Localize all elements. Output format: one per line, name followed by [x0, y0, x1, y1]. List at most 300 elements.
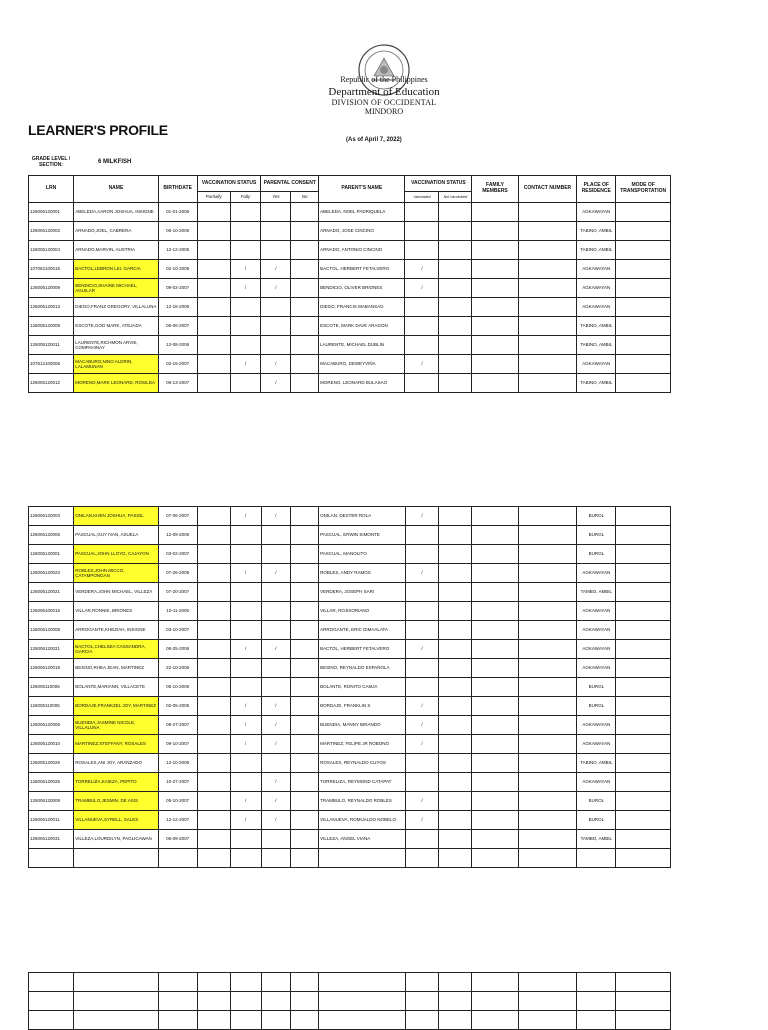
header-vaccination-status: VACCINATION STATUS [197, 176, 261, 192]
cell-lrn: 126006120006 [29, 526, 74, 545]
cell-transport [616, 222, 671, 241]
cell-parent: MORENO, LEONARD BULASAO [319, 374, 405, 393]
cell-lrn: 126006120010 [29, 735, 74, 754]
table-row [29, 773, 671, 792]
cell-parent: ARNADO, ANTONIO CINCINO [319, 241, 405, 260]
cell-fully: / [230, 355, 261, 374]
cell-family [472, 526, 518, 545]
cell-name: PASCUAL,JOHN LLOYD, CAJAYON [74, 545, 158, 564]
empty-row [29, 1011, 671, 1030]
cell-no [291, 678, 319, 697]
cell-contact [518, 716, 577, 735]
cell-birthdate: 07-06-2007 [158, 507, 197, 526]
cell-parent: BACTOL, HERBERT FETALVERO [319, 640, 405, 659]
republic-text: Republic of the Philippines [340, 75, 428, 84]
empty-cell [197, 992, 230, 1011]
cell-vaccinated [405, 849, 439, 868]
cell-birthdate: 06-13-2007 [158, 374, 197, 393]
cell-residence: TABINO, AMBIL [577, 317, 616, 336]
cell-residence: BUROL [577, 507, 616, 526]
cell-no [291, 222, 319, 241]
table-row [29, 374, 671, 393]
cell-fully [230, 849, 261, 868]
cell-birthdate: 05-10-2007 [158, 792, 197, 811]
cell-birthdate: 12-12-2005 [158, 241, 197, 260]
cell-birthdate: 02-15-2007 [158, 355, 197, 374]
cell-birthdate: 10-11-2006 [158, 602, 197, 621]
cell-contact [518, 621, 577, 640]
cell-yes [261, 298, 291, 317]
empty-cell [616, 973, 671, 992]
cell-name: ARNADO,JOEL, CABRERA [74, 222, 158, 241]
cell-contact [518, 355, 577, 374]
cell-name: VERDERA,JOHN MICHAEL, VILLEZA [74, 583, 158, 602]
cell-contact [518, 545, 577, 564]
cell-no [291, 317, 319, 336]
cell-not-vaccinated [439, 241, 472, 260]
cell-not-vaccinated [439, 507, 472, 526]
cell-fully [230, 336, 261, 355]
cell-yes: / [261, 716, 291, 735]
cell-partially [197, 545, 230, 564]
cell-family [472, 811, 518, 830]
cell-family [472, 659, 518, 678]
cell-partially [197, 564, 230, 583]
cell-fully [230, 773, 261, 792]
cell-vaccinated: / [405, 279, 439, 298]
table-row [29, 260, 671, 279]
cell-parent: BUENDIA, MANNY BIRANDO [319, 716, 405, 735]
cell-parent: BORDAJE, FRANKLIN S [319, 697, 405, 716]
empty-cell [230, 1011, 261, 1030]
cell-yes: / [261, 792, 291, 811]
learner-table-3 [28, 972, 671, 1030]
empty-cell [29, 992, 74, 1011]
cell-contact [518, 849, 577, 868]
cell-birthdate: 07-26-2005 [158, 564, 197, 583]
cell-partially [197, 507, 230, 526]
cell-partially [197, 773, 230, 792]
cell-birthdate: 03-02-2007 [158, 545, 197, 564]
cell-lrn: 126006120019 [29, 659, 74, 678]
cell-birthdate: 08-25-2006 [158, 640, 197, 659]
cell-contact [518, 659, 577, 678]
cell-family [472, 830, 518, 849]
cell-contact [518, 336, 577, 355]
cell-no [291, 298, 319, 317]
cell-no [291, 659, 319, 678]
cell-residence: TABINO, AMBIL [577, 754, 616, 773]
cell-yes: / [261, 564, 291, 583]
cell-no [291, 507, 319, 526]
cell-birthdate: 02-05-2005 [158, 697, 197, 716]
cell-not-vaccinated [439, 583, 472, 602]
cell-contact [518, 640, 577, 659]
empty-cell [518, 992, 577, 1011]
cell-partially [197, 621, 230, 640]
cell-transport [616, 583, 671, 602]
cell-yes: / [261, 735, 291, 754]
cell-lrn: 126006120006 [29, 716, 74, 735]
cell-yes: / [261, 260, 291, 279]
cell-lrn: 126006120002 [29, 222, 74, 241]
cell-fully: / [230, 279, 261, 298]
cell-yes [261, 336, 291, 355]
table-row [29, 792, 671, 811]
cell-birthdate: 09-10-2007 [158, 735, 197, 754]
cell-transport [616, 792, 671, 811]
cell-vaccinated: / [405, 716, 439, 735]
cell-family [472, 336, 518, 355]
empty-cell [405, 992, 439, 1011]
cell-parent: ABELEDA, NOEL PADRIQUELA [319, 203, 405, 222]
cell-lrn: 126006100016 [29, 602, 74, 621]
cell-birthdate: 10-27-2007 [158, 773, 197, 792]
cell-residence: AGKAWAYAN [577, 640, 616, 659]
cell-not-vaccinated [439, 678, 472, 697]
cell-parent: ROSALES, REYNALDO CUYOS [319, 754, 405, 773]
cell-residence: AGKAWAYAN [577, 735, 616, 754]
cell-lrn: 126005120012 [29, 374, 74, 393]
cell-name: ROSALES,ANI JOY, ARANZADO [74, 754, 158, 773]
cell-name: VILLEZA,LOURDILYN, PAGLICAWAN [74, 830, 158, 849]
cell-no [291, 355, 319, 374]
cell-family [472, 203, 518, 222]
cell-name: TORRELIZA,KAIEZA, PEPITO [74, 773, 158, 792]
cell-no [291, 849, 319, 868]
cell-lrn: 126005120011 [29, 336, 74, 355]
cell-contact [518, 678, 577, 697]
cell-no [291, 716, 319, 735]
cell-fully [230, 830, 261, 849]
cell-transport [616, 507, 671, 526]
header-place-of-residence: PLACE OF RESIDENCE [577, 176, 616, 203]
header-not-vaccinated: Not Vaccinated [439, 192, 472, 203]
cell-fully: / [230, 507, 261, 526]
empty-cell [472, 973, 518, 992]
cell-residence: AGKAWAYAN [577, 773, 616, 792]
cell-yes [261, 583, 291, 602]
cell-partially [197, 374, 230, 393]
cell-vaccinated: / [405, 792, 439, 811]
cell-residence: BUROL [577, 697, 616, 716]
cell-vaccinated [405, 374, 439, 393]
cell-not-vaccinated [439, 355, 472, 374]
cell-not-vaccinated [439, 564, 472, 583]
cell-partially [197, 222, 230, 241]
cell-name: BESINO,RHEA JEAN, MARTINEZ [74, 659, 158, 678]
cell-family [472, 678, 518, 697]
cell-name: DIEGO,FRANZ GREGORY, VILLALUNA [74, 298, 158, 317]
cell-vaccinated [405, 203, 439, 222]
cell-name: MACABURO,NINO ALDRIN, LALAMUNAN [74, 355, 158, 374]
cell-vaccinated [405, 526, 439, 545]
cell-name: ABELEDA,AARON JOSHUA, INSIGNE [74, 203, 158, 222]
cell-vaccinated [405, 773, 439, 792]
cell-yes: / [261, 640, 291, 659]
department-text: Department of Education [328, 86, 440, 98]
cell-yes: / [261, 355, 291, 374]
cell-partially [197, 830, 230, 849]
cell-yes [261, 621, 291, 640]
cell-transport [616, 849, 671, 868]
cell-residence: AGKAWAYAN [577, 602, 616, 621]
header-name: NAME [74, 176, 158, 203]
cell-birthdate: 22-10-2006 [158, 659, 197, 678]
cell-residence: AGKAWAYAN [577, 564, 616, 583]
cell-vaccinated [405, 602, 439, 621]
cell-name: BUENDIA,JASMINE NICOLE, VILLALUNA [74, 716, 158, 735]
cell-birthdate [158, 849, 197, 868]
cell-name: ONILAN,KHEN JOSHUA, PASIOL [74, 507, 158, 526]
cell-no [291, 374, 319, 393]
cell-yes: / [261, 279, 291, 298]
cell-name: BENDICIO,SHAINE MICHAEL, AGUILAR [74, 279, 158, 298]
cell-no [291, 583, 319, 602]
header-no: No [291, 192, 319, 203]
cell-lrn: 126005120009 [29, 317, 74, 336]
cell-name: TRAMBULO,JESMIN, DE ASIS [74, 792, 158, 811]
empty-cell [74, 992, 158, 1011]
cell-name: BORDAJE,FRANKZEL JOY, MARTINEZ [74, 697, 158, 716]
cell-not-vaccinated [439, 203, 472, 222]
cell-contact [518, 811, 577, 830]
cell-family [472, 564, 518, 583]
cell-yes [261, 203, 291, 222]
cell-family [472, 792, 518, 811]
cell-fully [230, 678, 261, 697]
cell-parent: BACTOL, HERBERT FETALVERO [319, 260, 405, 279]
header-vaccinated: Vaccinated [405, 192, 439, 203]
cell-parent: TRAMBULO, REYNALDO ROBLES [319, 792, 405, 811]
table-row [29, 754, 671, 773]
cell-family [472, 298, 518, 317]
cell-partially [197, 298, 230, 317]
cell-fully: / [230, 735, 261, 754]
cell-parent: ARROGANTE, ERIC DIMAALATA [319, 621, 405, 640]
cell-contact [518, 602, 577, 621]
cell-contact [518, 754, 577, 773]
cell-fully [230, 298, 261, 317]
cell-family [472, 640, 518, 659]
header-parental-consent: PARENTAL CONSENT [261, 176, 319, 192]
cell-partially [197, 336, 230, 355]
cell-lrn: 126005120026 [29, 754, 74, 773]
cell-name: ARROGANTE,KHEZIAH, INSIGNE [74, 621, 158, 640]
cell-residence: BUROL [577, 526, 616, 545]
cell-partially [197, 526, 230, 545]
cell-yes: / [261, 697, 291, 716]
cell-lrn: 126006120008 [29, 621, 74, 640]
cell-lrn: 126006120009 [29, 279, 74, 298]
cell-parent [319, 849, 405, 868]
empty-cell [74, 1011, 158, 1030]
cell-residence: AGKAWAYAN [577, 621, 616, 640]
cell-name: ROBLES,JOHN MICCO, CATAMPONGAN [74, 564, 158, 583]
cell-partially [197, 640, 230, 659]
cell-family [472, 222, 518, 241]
cell-not-vaccinated [439, 697, 472, 716]
cell-parent: ESCOTE, MARK DAVE ARAGON [319, 317, 405, 336]
cell-partially [197, 260, 230, 279]
empty-cell [577, 992, 616, 1011]
empty-cell [518, 973, 577, 992]
empty-cell [29, 973, 74, 992]
cell-name: PASCUAL,GUY IVAN, ASUELA [74, 526, 158, 545]
cell-birthdate: 05-10-2006 [158, 678, 197, 697]
cell-no [291, 621, 319, 640]
cell-vaccinated [405, 336, 439, 355]
cell-no [291, 336, 319, 355]
learner-table-2 [28, 506, 671, 868]
cell-vaccinated [405, 621, 439, 640]
cell-lrn: 126006120021 [29, 640, 74, 659]
cell-yes [261, 659, 291, 678]
cell-birthdate: 09-02-2007 [158, 279, 197, 298]
cell-transport [616, 830, 671, 849]
cell-vaccinated: / [405, 735, 439, 754]
cell-parent: PASCUAL, MANOLITO [319, 545, 405, 564]
empty-cell [439, 1011, 472, 1030]
cell-family [472, 697, 518, 716]
cell-vaccinated [405, 583, 439, 602]
cell-fully [230, 545, 261, 564]
cell-transport [616, 564, 671, 583]
cell-contact [518, 279, 577, 298]
cell-family [472, 317, 518, 336]
cell-residence: AGKAWAYAN [577, 659, 616, 678]
cell-residence: BUROL [577, 792, 616, 811]
cell-not-vaccinated [439, 621, 472, 640]
cell-fully [230, 317, 261, 336]
cell-not-vaccinated [439, 792, 472, 811]
cell-transport [616, 621, 671, 640]
cell-yes [261, 602, 291, 621]
cell-not-vaccinated [439, 545, 472, 564]
table-row [29, 564, 671, 583]
cell-contact [518, 374, 577, 393]
cell-transport [616, 336, 671, 355]
cell-transport [616, 640, 671, 659]
table-row [29, 545, 671, 564]
cell-yes [261, 754, 291, 773]
cell-vaccinated [405, 298, 439, 317]
empty-cell [74, 973, 158, 992]
empty-cell [577, 973, 616, 992]
empty-cell [291, 973, 319, 992]
cell-contact [518, 241, 577, 260]
cell-yes [261, 830, 291, 849]
cell-name [74, 849, 158, 868]
learner-table-1 [28, 175, 671, 393]
cell-transport [616, 716, 671, 735]
cell-partially [197, 602, 230, 621]
cell-transport [616, 526, 671, 545]
table-row [29, 355, 671, 374]
cell-parent: VILLEZA, ANGEL VIANA [319, 830, 405, 849]
cell-partially [197, 203, 230, 222]
cell-partially [197, 849, 230, 868]
cell-name: BACTOL,CHELSEA CASSANDRA, GARCIA [74, 640, 158, 659]
cell-not-vaccinated [439, 298, 472, 317]
cell-family [472, 545, 518, 564]
cell-lrn: 126006120003 [29, 507, 74, 526]
cell-partially [197, 317, 230, 336]
grade-level-label: GRADE LEVEL / SECTION: [31, 156, 71, 168]
grade-level-value: 6 MILKFISH [98, 159, 132, 165]
cell-vaccinated: / [405, 811, 439, 830]
cell-residence: TABINO, AMBIL [577, 222, 616, 241]
header-parents-name: PARENT'S NAME [319, 176, 405, 203]
cell-residence: AGKAWAYAN [577, 260, 616, 279]
cell-vaccinated: / [405, 640, 439, 659]
cell-no [291, 640, 319, 659]
cell-yes [261, 678, 291, 697]
cell-family [472, 583, 518, 602]
cell-residence: AGKAWAYAN [577, 355, 616, 374]
cell-birthdate: 01-01-2006 [158, 203, 197, 222]
cell-parent: BESINO, REYNALDO ESPAÑOLA [319, 659, 405, 678]
table-row [29, 279, 671, 298]
empty-cell [261, 973, 291, 992]
cell-fully [230, 241, 261, 260]
cell-fully [230, 583, 261, 602]
cell-parent: PASCUAL, ERWIN SIMONTE [319, 526, 405, 545]
cell-yes [261, 849, 291, 868]
cell-not-vaccinated [439, 602, 472, 621]
cell-name: VILLANUEVA,SYRELL, SALES [74, 811, 158, 830]
cell-transport [616, 545, 671, 564]
cell-contact [518, 735, 577, 754]
table-row [29, 526, 671, 545]
table-row [29, 507, 671, 526]
empty-cell [230, 973, 261, 992]
cell-yes [261, 317, 291, 336]
cell-lrn: 107062100015 [29, 260, 74, 279]
cell-transport [616, 811, 671, 830]
table-row [29, 735, 671, 754]
cell-residence: TABINO, AMBIL [577, 336, 616, 355]
empty-cell [29, 1011, 74, 1030]
empty-cell [616, 1011, 671, 1030]
cell-transport [616, 203, 671, 222]
cell-fully [230, 222, 261, 241]
cell-birthdate: 02-10-2005 [158, 260, 197, 279]
cell-yes: / [261, 374, 291, 393]
cell-fully [230, 621, 261, 640]
cell-lrn: 126006120001 [29, 545, 74, 564]
cell-lrn [29, 849, 74, 868]
empty-cell [577, 1011, 616, 1030]
header-family-members: FAMILY MEMBERS [472, 176, 518, 203]
cell-residence: AGKAWAYAN [577, 716, 616, 735]
cell-vaccinated [405, 754, 439, 773]
cell-no [291, 241, 319, 260]
cell-transport [616, 355, 671, 374]
cell-lrn: 126006120011 [29, 811, 74, 830]
cell-lrn: 126006120021 [29, 583, 74, 602]
empty-cell [230, 992, 261, 1011]
cell-no [291, 203, 319, 222]
cell-contact [518, 792, 577, 811]
cell-fully: / [230, 716, 261, 735]
division-text: DIVISION OF OCCIDENTAL [331, 98, 437, 107]
cell-no [291, 697, 319, 716]
cell-yes: / [261, 507, 291, 526]
cell-transport [616, 317, 671, 336]
cell-family [472, 754, 518, 773]
empty-cell [405, 973, 439, 992]
